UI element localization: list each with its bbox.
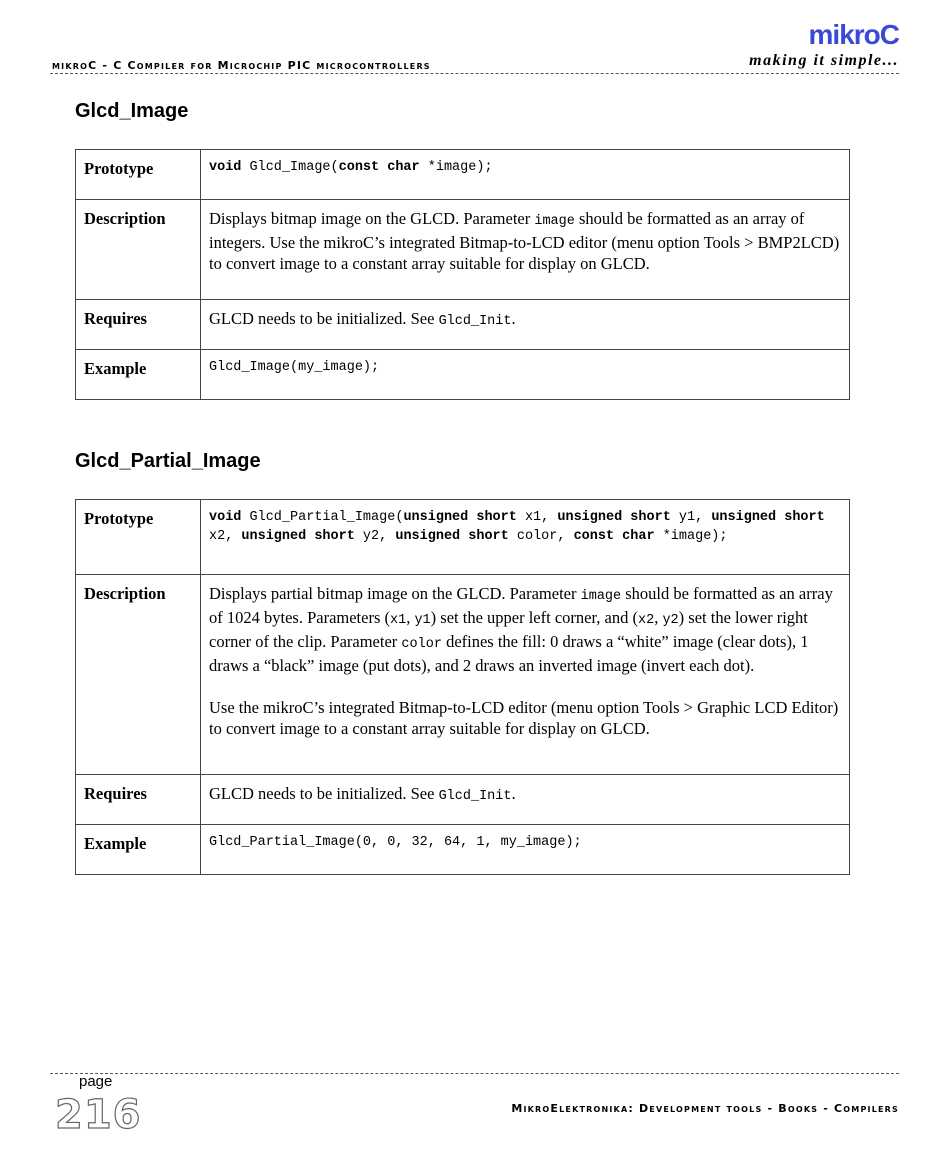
example-code: Glcd_Image(my_image); [201,350,850,400]
requires-text: GLCD needs to be initialized. See Glcd_Init. [201,300,850,350]
glcd-partial-image-table [75,499,850,875]
requires-label: Requires [76,775,201,825]
description-row [76,200,850,300]
section-title-glcd-image: Glcd_Image [75,100,189,122]
requires-row [76,300,850,350]
header-title: mikroC - C Compiler for Microchip PIC microcontrollers [52,59,431,72]
mikroc-logo: mikroC [808,19,899,50]
requires-row [76,775,850,825]
description-paragraph-2: Use the mikroC’s integrated Bitmap-to-LCD editor (menu option Tools > Graphic LCD Editor) to convert image to a constant array suitable for display on GLCD. [209,698,839,738]
example-row [76,825,850,875]
footer-page-label: page [79,1073,113,1090]
example-label: Example [76,350,201,400]
requires-label: Requires [76,300,201,350]
description-text: Displays partial bitmap image on the GLCD. Parameter image should be formatted as an array of 1024 bytes. Parameters (x1, y1) set the upper left corner, and (x2, y2) set the lower right corner of the clip. Parameter color defines the fill: 0 draws a “white” image (clear dots), 1 draws a “black” image (put dots), and 2 draws an inverted image (invert each dot). Use the mikroC’s integrated Bitmap-to-LCD editor (menu option Tools > Graphic LCD Editor) to convert image to a constant array suitable for display on GLCD. [201,575,850,775]
prototype-label: Prototype [76,500,201,575]
description-label: Description [76,575,201,775]
example-row [76,350,850,400]
description-label: Description [76,200,201,300]
description-row [76,575,850,775]
prototype-code: void Glcd_Image(const char *image); [201,150,850,200]
example-code: Glcd_Partial_Image(0, 0, 32, 64, 1, my_image); [201,825,850,875]
footer-page-number: 216 [55,1092,142,1138]
prototype-row [76,500,850,575]
prototype-row [76,150,850,200]
header-divider [50,73,899,74]
requires-text: GLCD needs to be initialized. See Glcd_Init. [201,775,850,825]
footer-publisher: MikroElektronika: Development tools - Books - Compilers [511,1102,899,1115]
section-title-glcd-partial-image: Glcd_Partial_Image [75,450,261,472]
header-tagline: making it simple... [749,52,899,69]
prototype-code: void Glcd_Partial_Image(unsigned short x1, unsigned short y1, unsigned short x2, unsigned short y2, unsigned short color, const char *image); [201,500,850,575]
footer-divider [50,1073,899,1074]
glcd-image-table [75,149,850,400]
description-text: Displays bitmap image on the GLCD. Parameter image should be formatted as an array of integers. Use the mikroC’s integrated Bitmap-to-LCD editor (menu option Tools > BMP2LCD) to convert image to a constant array suitable for display on GLCD. [201,200,850,300]
prototype-label: Prototype [76,150,201,200]
example-label: Example [76,825,201,875]
